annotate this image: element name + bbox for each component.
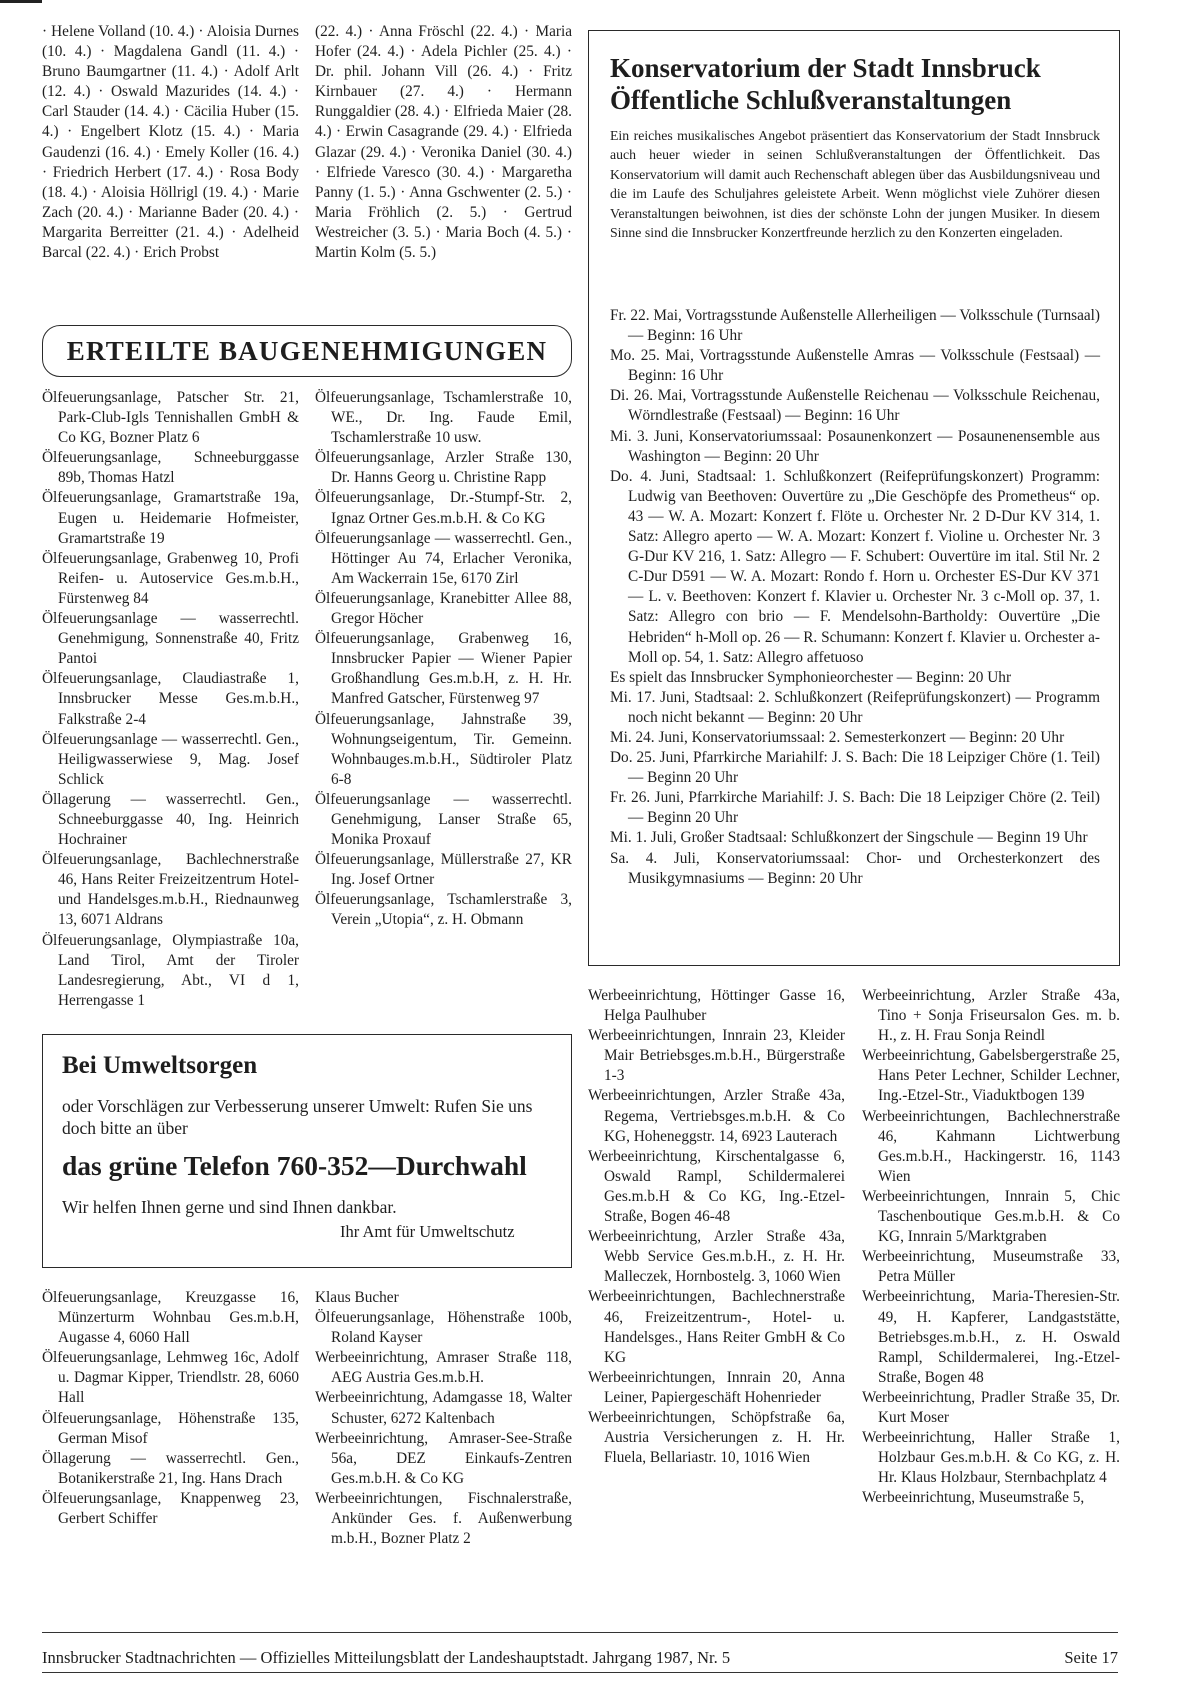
list-item: Ölfeuerungsanlage, Bachlechnerstraße 46, Hans Reiter Freizeitzentrum Hotel- und Handelsges.m.b.H., Riednaunweg 13, 6071 Aldrans	[42, 851, 299, 929]
event-item: Di. 26. Mai, Vortragsstunde Außenstelle Reichenau — Volksschule Reichenau, Wörndlestraße (Festsaal) — Beginn: 16 Uhr	[610, 387, 1100, 425]
list-item: Werbeeinrichtungen, Fischnalerstraße, Ankünder Ges. f. Außenwerbung m.b.H., Bozner Platz 2	[315, 1489, 572, 1548]
list-item: Ölfeuerungsanlage, Patscher Str. 21, Park-Club-Igls Tennishallen GmbH & Co KG, Bozner Platz 6	[42, 389, 299, 447]
list-item: Werbeeinrichtung, Arzler Straße 43a, Webb Service Ges.m.b.H., z. H. Hr. Malleczek, Hornbostelg. 3, 1060 Wien	[588, 1228, 845, 1286]
list-item: Werbeeinrichtung, Amraser Straße 118, AEG Austria Ges.m.b.H.	[315, 1349, 572, 1387]
baugenehmigungen-col1	[42, 388, 299, 1011]
list-item: Ölfeuerungsanlage, Müllerstraße 27, KR Ing. Josef Ortner	[315, 851, 572, 889]
lower-col3	[588, 986, 845, 1468]
umwelt-signature: Ihr Amt für Umweltschutz	[340, 1222, 515, 1241]
list-item: Werbeeinrichtung, Maria-Theresien-Str. 49, H. Kapferer, Landgaststätte, Betriebsges.m.b.H., z. H. Oswald Rampl, Schildermalerei, Ing.-Etzel-Straße, Bogen 48	[862, 1288, 1120, 1386]
event-item: Mo. 25. Mai, Vortragsstunde Außenstelle Amras — Volksschule (Festsaal) — Beginn: 16 Uhr	[610, 347, 1100, 385]
list-item: Ölfeuerungsanlage — wasserrechtl. Genehmigung, Lanser Straße 65, Monika Proxauf	[315, 790, 572, 849]
event-item: Mi. 17. Juni, Stadtsaal: 2. Schlußkonzert (Reifeprüfungskonzert) — Programm noch nicht bekannt — Beginn: 20 Uhr	[610, 688, 1100, 726]
list-item: Ölfeuerungsanlage, Grabenweg 10, Profi Reifen- u. Autoservice Ges.m.b.H., Fürstenweg 84	[42, 549, 299, 607]
footer-rule-bottom	[42, 1672, 1118, 1673]
list-item: Ölfeuerungsanlage — wasserrechtl. Gen., Höttinger Au 74, Erlacher Veronika, Am Wackerrain 15e, 6170 Zirl	[315, 529, 572, 587]
footer-publication: Innsbrucker Stadtnachrichten — Offizielles Mitteilungsblatt der Landeshauptstadt. Jahrgang 1987, Nr. 5	[42, 1648, 731, 1667]
list-item: Ölfeuerungsanlage — wasserrechtl. Genehmigung, Sonnenstraße 40, Fritz Pantoi	[42, 610, 299, 668]
list-item: Werbeeinrichtungen, Bachlechnerstraße 46, Freizeitzentrum-, Hotel- u. Handelsges., Hans Reiter GmbH & Co KG	[588, 1288, 845, 1366]
event-item: Sa. 4. Juli, Konservatoriumssaal: Chor- und Orchesterkonzert des Musikgymnasiums — Beginn: 20 Uhr	[610, 849, 1100, 887]
list-item: Öllagerung — wasserrechtl. Gen., Botanikerstraße 21, Ing. Hans Drach	[42, 1449, 299, 1487]
list-item: Werbeeinrichtung, Höttinger Gasse 16, Helga Paulhuber	[588, 987, 845, 1025]
list-item: Ölfeuerungsanlage, Knappenweg 23, Gerbert Schiffer	[42, 1489, 299, 1528]
list-item: Werbeeinrichtung, Amraser-See-Straße 56a, DEZ Einkaufs-Zentren Ges.m.b.H. & Co KG	[315, 1429, 572, 1487]
list-item: Werbeeinrichtungen, Innrain 5, Chic Taschenboutique Ges.m.b.H. & Co KG, Innrain 5/Marktgraben	[862, 1187, 1120, 1246]
list-item: Werbeeinrichtungen, Schöpfstraße 6a, Austria Versicherungen z. H. Hr. Fluela, Bellariastr. 10, 1016 Wien	[588, 1408, 845, 1467]
event-item: Fr. 22. Mai, Vortragsstunde Außenstelle Allerheiligen — Volksschule (Turnsaal) — Beginn: 16 Uhr	[610, 307, 1100, 345]
list-item: Werbeeinrichtung, Pradler Straße 35, Dr. Kurt Moser	[862, 1388, 1120, 1426]
list-item: Ölfeuerungsanlage, Jahnstraße 39, Wohnungseigentum, Tir. Gemeinn. Wohnbauges.m.b.H., Südtiroler Platz 6-8	[315, 710, 572, 788]
list-item: Ölfeuerungsanlage, Grabenweg 16, Innsbrucker Papier — Wiener Papier Großhandlung Ges.m.b.H, z. H. Hr. Manfred Gatscher, Fürstenweg 97	[315, 630, 572, 708]
list-item: Ölfeuerungsanlage, Gramartstraße 19a, Eugen u. Heidemarie Hofmeister, Gramartstraße 19	[42, 489, 299, 547]
birthday-names-col2: (22. 4.) · Anna Fröschl (22. 4.) · Maria Hofer (24. 4.) · Adela Pichler (25. 4.) · Dr. phil. Johann Vill (26. 4.) · Fritz Kirnbauer (27. 4.) · Hermann Runggaldier (28. 4.) · Elfrieda Maier (28. 4.) · Erwin Casagrande (29. 4.) · Elfrieda Glazar (29. 4.) · Veronika Daniel (30. 4.) · Elfriede Varesco (30. 4.) · Margaretha Panny (1. 5.) · Anna Gschwenter (2. 5.) · Maria Fröhlich (2. 5.) · Gertrud Westreicher (3. 5.) · Maria Boch (4. 5.) · Martin Kolm (5. 5.)	[315, 23, 572, 262]
event-item: Mi. 24. Juni, Konservatoriumssaal: 2. Semesterkonzert — Beginn: 20 Uhr	[610, 728, 1065, 746]
list-item: Ölfeuerungsanlage, Tschamlerstraße 3, Verein „Utopia“, z. H. Obmann	[315, 891, 572, 929]
list-item: Ölfeuerungsanlage — wasserrechtl. Gen., Heiligwasserwiese 9, Mag. Josef Schlick	[42, 730, 299, 788]
lower-col1	[42, 1288, 299, 1529]
birthday-names-col1: · Helene Volland (10. 4.) · Aloisia Durnes (10. 4.) · Magdalena Gandl (11. 4.) · Bruno Baumgartner (11. 4.) · Adolf Arlt (12. 4.) · Oswald Mazurides (14. 4.) · Carl Stauder (14. 4.) · Cäcilia Huber (15. 4.) · Engelbert Klotz (15. 4.) · Maria Gaudenzi (16. 4.) · Emely Koller (16. 4.) · Friedrich Herbert (17. 4.) · Rosa Body (18. 4.) · Aloisia Höllrigl (19. 4.) · Marie Zach (20. 4.) · Marianne Bader (20. 4.) · Margarita Berreitter (21. 4.) · Adelheid Barcal (22. 4.) · Erich Probst	[42, 23, 299, 262]
event-item: Mi. 3. Juni, Konservatoriumssaal: Posaunenkonzert — Posaunenensemble aus Washington — Beginn: 20 Uhr	[610, 427, 1100, 465]
list-item: Werbeeinrichtung, Adamgasse 18, Walter Schuster, 6272 Kaltenbach	[315, 1389, 572, 1427]
list-item: Ölfeuerungsanlage, Claudiastraße 1, Innsbrucker Messe Ges.m.b.H., Falkstraße 2-4	[42, 670, 299, 728]
footer	[42, 1648, 1118, 1668]
list-item: Werbeeinrichtung, Arzler Straße 43a, Tino + Sonja Friseursalon Ges. m. b. H., z. H. Frau Sonja Reindl	[862, 987, 1120, 1045]
list-item: Werbeeinrichtung, Museumstraße 33, Petra Müller	[862, 1248, 1120, 1286]
list-item: Ölfeuerungsanlage, Olympiastraße 10a, Land Tirol, Amt der Tiroler Landesregierung, Abt., VI d 1, Herrengasse 1	[42, 931, 299, 1009]
list-item: Werbeeinrichtungen, Innrain 23, Kleider Mair Betriebsges.m.b.H., Bürgerstraße 1-3	[588, 1027, 845, 1085]
list-item: Werbeeinrichtungen, Arzler Straße 43a, Regema, Vertriebsges.m.b.H. & Co KG, Hoheneggstr. 14, 6923 Lauterach	[588, 1087, 845, 1145]
page-number: Seite 17	[1064, 1648, 1118, 1667]
konservatorium-events	[610, 306, 1100, 889]
list-item: Ölfeuerungsanlage, Lehmweg 16c, Adolf u. Dagmar Kipper, Triendlstr. 28, 6060 Hall	[42, 1349, 299, 1407]
list-item: Werbeeinrichtung, Gabelsbergerstraße 25, Hans Peter Lechner, Schilder Lechner, Ing.-Etzel-Str., Viaduktbogen 139	[862, 1047, 1120, 1105]
list-item: Klaus Bucher	[315, 1289, 399, 1306]
umwelt-phone: das grüne Telefon 760-352—Durchwahl	[62, 1150, 527, 1181]
list-item: Werbeeinrichtung, Museumstraße 5,	[862, 1489, 1085, 1507]
lower-col4	[862, 986, 1120, 1508]
lower-col2	[315, 1288, 572, 1549]
umwelt-title: Bei Umweltsorgen	[62, 1052, 258, 1079]
event-item: Do. 4. Juni, Stadtsaal: 1. Schlußkonzert (Reifeprüfungskonzert) Programm: Ludwig van Beethoven: Ouvertüre zu „Die Geschöpfe des Prometheus“ op. 43 — W. A. Mozart: Konzert f. Flöte u. Orchester Nr. 2 D-Dur KV 314, 1. Satz: Allegro aperto — W. A. Mozart: Konzert f. Violine u. Orchester Nr. 3 G-Dur KV 216, 1. Satz: Allegro — F. Schubert: Ouvertüre im ital. Stil Nr. 2 C-Dur D591 — W. A. Mozart: Rondo f. Horn u. Orchester ES-Dur KV 371 — L. v. Beethoven: Konzert f. Klavier u. Orchester Nr. 3 c-Moll op. 37, 1. Satz: Allegro con brio — F. Mendelsohn-Bartholdy: Ouvertüre „Die Hebriden“ h-Moll op. 26 — R. Schumann: Konzert f. Klavier u. Orchester a-Moll op. 54, 1. Satz: Allegro affetuoso	[610, 467, 1100, 666]
list-item: Ölfeuerungsanlage, Kranebitter Allee 88, Gregor Höcher	[315, 589, 572, 628]
list-item: Ölfeuerungsanlage, Kreuzgasse 16, Münzerturm Wohnbau Ges.m.b.H, Augasse 4, 6060 Hall	[42, 1289, 299, 1347]
event-item: Do. 25. Juni, Pfarrkirche Mariahilf: J. S. Bach: Die 18 Leipziger Chöre (1. Teil) — Beginn 20 Uhr	[610, 749, 1100, 787]
konservatorium-title	[610, 52, 1100, 116]
umwelt-text: oder Vorschlägen zur Verbesserung unserer Umwelt: Rufen Sie uns doch bitte an über	[62, 1096, 533, 1138]
konservatorium-title-line2: Öffentliche Schlußveranstaltungen	[610, 85, 1012, 115]
list-item: Ölfeuerungsanlage, Höhenstraße 135, German Misof	[42, 1409, 299, 1447]
baugenehmigungen-header	[42, 325, 572, 377]
list-item: Werbeeinrichtung, Kirschentalgasse 6, Oswald Rampl, Schildermalerei Ges.m.b.H & Co KG, Ing.-Etzel-Straße, Bogen 46-48	[588, 1147, 845, 1226]
corner-mark	[0, 0, 42, 3]
event-item: Fr. 26. Juni, Pfarrkirche Mariahilf: J. S. Bach: Die 18 Leipziger Chöre (2. Teil) — Beginn 20 Uhr	[610, 789, 1100, 827]
umwelt-help: Wir helfen Ihnen gerne und sind Ihnen dankbar.	[62, 1197, 397, 1217]
list-item: Ölfeuerungsanlage, Arzler Straße 130, Dr. Hanns Georg u. Christine Rapp	[315, 449, 572, 487]
list-item: Werbeeinrichtungen, Innrain 20, Anna Leiner, Papiergeschäft Hohenrieder	[588, 1368, 845, 1406]
baugenehmigungen-col2	[315, 388, 572, 931]
event-item: Mi. 1. Juli, Großer Stadtsaal: Schlußkonzert der Singschule — Beginn 19 Uhr	[610, 829, 1088, 847]
event-item: Es spielt das Innsbrucker Symphonieorchester — Beginn: 20 Uhr	[610, 668, 1012, 686]
list-item: Werbeeinrichtung, Haller Straße 1, Holzbaur Ges.m.b.H. & Co KG, z. H. Hr. Klaus Holzbaur, Sternbachplatz 4	[862, 1429, 1120, 1487]
list-item: Ölfeuerungsanlage, Dr.-Stumpf-Str. 2, Ignaz Ortner Ges.m.b.H. & Co KG	[315, 489, 572, 527]
list-item: Ölfeuerungsanlage, Höhenstraße 100b, Roland Kayser	[315, 1309, 572, 1347]
konservatorium-title-line1: Konservatorium der Stadt Innsbruck	[610, 53, 1041, 83]
list-item: Öllagerung — wasserrechtl. Gen., Schneeburggasse 40, Ing. Heinrich Hochrainer	[42, 790, 299, 849]
list-item: Ölfeuerungsanlage, Tschamlerstraße 10, WE., Dr. Ing. Faude Emil, Tschamlerstraße 10 usw.	[315, 389, 572, 447]
list-item: Ölfeuerungsanlage, Schneeburggasse 89b, Thomas Hatzl	[42, 449, 299, 487]
footer-rule-top	[42, 1632, 1118, 1633]
list-item: Werbeeinrichtungen, Bachlechnerstraße 46, Kahmann Lichtwerbung Ges.m.b.H., Hackingerstr. 16, 1143 Wien	[862, 1107, 1120, 1185]
konservatorium-intro: Ein reiches musikalisches Angebot präsentiert das Konservatorium der Stadt Innsbruck auch heuer wieder in seinen Schlußveranstaltungen der Öffentlichkeit. Das Konservatorium will damit auch Rechenschaft ablegen über das Ausbildungsniveau und die im Laufe des Schuljahres geleistete Arbeit. Wenn möglichst viele Zuhörer diesen Veranstaltungen beiwohnen, ist dies der schönste Lohn der jungen Musiker. In diesem Sinne sind die Innsbrucker Konzertfreunde herzlich zu den Konzerten eingeladen.	[610, 128, 1100, 241]
baugenehmigungen-title: ERTEILTE BAUGENEHMIGUNGEN	[66, 335, 548, 366]
